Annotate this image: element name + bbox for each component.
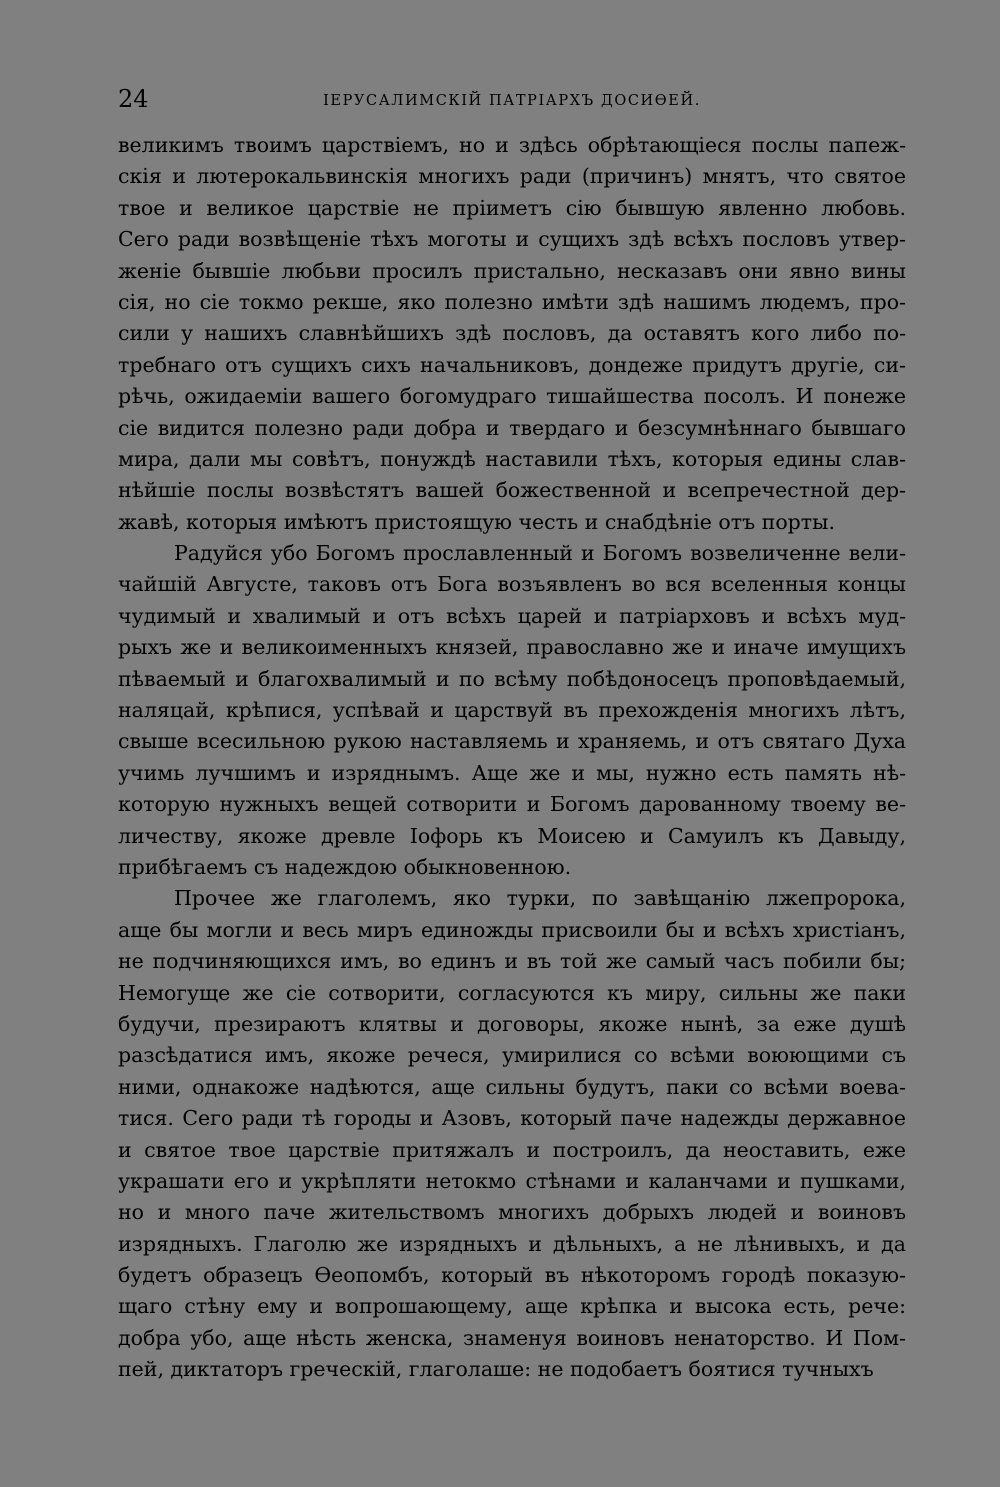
- text-line: не подчиняющихся имъ, во единъ и въ той же самый часъ побили бы;: [118, 949, 906, 974]
- running-header: [118, 84, 906, 120]
- text-line: учимь лучшимъ и изряднымъ. Аще же и мы, нужно есть память нѣ-: [118, 760, 906, 785]
- text-line: сiя, но сiе токмо рекше, яко полезно имѣти здѣ нашимъ людемъ, про-: [118, 289, 906, 314]
- text-line: ними, однакоже надѣются, аще сильны будутъ, паки со всѣми воева-: [118, 1074, 906, 1099]
- paragraph: [118, 883, 906, 1385]
- text-line: пѣваемый и благохвалимый и по всѣму побѣдоносецъ проповѣдаемый,: [118, 666, 906, 691]
- paragraph: [118, 130, 906, 538]
- text-line: прибѣгаемъ съ надеждою обыкновенною.: [118, 854, 572, 879]
- body-text: [118, 130, 906, 1386]
- text-line: личеству, якоже древле Iофорь къ Моисею и Самуилъ къ Давыду,: [118, 823, 906, 848]
- text-line: которую нужныхъ вещей сотворити и Богомъ дарованному твоему ве-: [118, 792, 906, 817]
- text-line: требнаго отъ сущихъ сихъ начальниковъ, дондеже придутъ другiе, си-: [118, 352, 906, 377]
- text-line: Радуйся убо Богомъ прославленный и Богомъ возвеличенне вели-: [174, 541, 906, 566]
- text-line: великимъ твоимъ царствiемъ, но и здѣсь обрѣтающiеся послы папеж-: [118, 133, 906, 157]
- text-line: наляцай, крѣпися, успѣвай и царствуй въ прехожденiя многихъ лѣтъ,: [118, 698, 906, 723]
- text-line: рыхъ же и великоименныхъ князей, православно же и иначе имущихъ: [118, 635, 906, 660]
- text-line: изрядныхъ. Глаголю же изрядныхъ и дѣльныхъ, а не лѣнивыхъ, и да: [118, 1231, 906, 1256]
- text-line: рѣчь, ожидаемiи вашего богомудраго тишайшества посолъ. И понеже: [118, 384, 906, 409]
- text-line: свыше всесильною рукою наставляемь и храняемь, и отъ святаго Духа: [118, 729, 906, 754]
- text-line: Сего ради возвѣщенiе тѣхъ моготы и сущихъ здѣ всѣхъ пословъ утвер-: [118, 227, 906, 252]
- text-line: разсѣдатися имъ, якоже речеся, умирилися со всѣми воюющими съ: [118, 1043, 906, 1068]
- text-line: мира, дали мы совѣтъ, понуждѣ наставили тѣхъ, которыя едины слав-: [118, 446, 906, 471]
- running-title: IЕРУСАЛИМСКIЙ ПАТРIАРХЪ ДОСИѲЕЙ.: [323, 93, 701, 109]
- text-line: сiе видится полезно ради добра и твердаго и безсумнѣннаго бывшаго: [118, 415, 906, 440]
- text-line: нѣйшiе послы возвѣстятъ вашей божественной и всепречестной дер-: [118, 478, 906, 503]
- text-line: скiя и лютерокальвинскiя многихъ ради (причинъ) мнятъ, что святое: [118, 164, 906, 189]
- text-line: будетъ образецъ Ѳеопомбъ, который въ нѣкоторомъ городѣ показую-: [118, 1263, 906, 1288]
- text-line: чудимый и хвалимый и отъ всѣхъ царей и патрiарховъ и всѣхъ муд-: [118, 603, 906, 628]
- text-line: жавѣ, которыя имѣютъ пристоящую честь и снабдѣнiе отъ порты.: [118, 509, 835, 534]
- paragraph: [118, 538, 906, 883]
- text-line: будучи, презираютъ клятвы и договоры, якоже нынѣ, за еже душѣ: [118, 1011, 906, 1036]
- text-line: и святое твое царствiе притяжалъ и построилъ, да неоставить, еже: [118, 1137, 906, 1162]
- text-line: украшати его и укрѣпляти нетокмо стѣнами и каланчами и пушками,: [118, 1168, 906, 1193]
- book-page: [118, 84, 906, 1386]
- text-line: чайшiй Августе, таковъ отъ Бога возъявленъ во вся вселенныя концы: [118, 572, 906, 597]
- page-number: 24: [118, 85, 149, 113]
- text-line: твое и великое царствiе не прiиметъ сiю бывшую явленно любовь.: [118, 195, 906, 220]
- text-line: Немогуще же сiе сотворити, согласуются къ миру, сильны же паки: [118, 980, 906, 1005]
- text-line: добра убо, аще нѣсть женска, знаменуя воиновъ ненаторство. И Пом-: [118, 1325, 906, 1350]
- text-line: пей, диктаторъ греческiй, глаголаше: не подобаетъ боятися тучныхъ: [118, 1357, 874, 1382]
- text-line: Прочее же глаголемъ, яко турки, по завѣщанiю лжепророка,: [174, 886, 906, 911]
- text-line: сили у нашихъ славнѣйшихъ здѣ пословъ, да оставятъ кого либо по-: [118, 321, 906, 346]
- text-line: женiе бывшiе любьви просилъ пристально, несказавъ они явно вины: [118, 258, 906, 283]
- text-line: щаго стѣну ему и вопрошающему, аще крѣпка и высока есть, рече:: [118, 1294, 906, 1319]
- text-line: но и много паче жительствомъ многихъ добрыхъ людей и воиновъ: [118, 1200, 906, 1225]
- text-line: тися. Сего ради тѣ городы и Азовъ, который паче надежды державное: [118, 1106, 906, 1131]
- text-line: аще бы могли и весь миръ единожды присвоили бы и всѣхъ христiанъ,: [118, 917, 906, 942]
